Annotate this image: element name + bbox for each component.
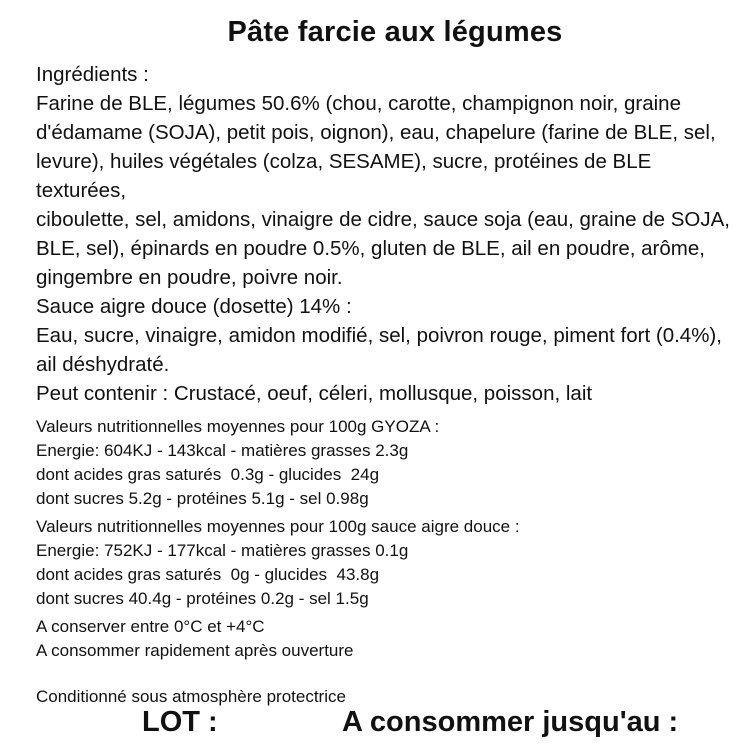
sauce-heading: Sauce aigre douce (dosette) 14% : [36,295,352,318]
allergen-warning: Peut contenir : Crustacé, oeuf, céleri, mollusque, poisson, lait [36,382,593,405]
nutrition-heading: Valeurs nutritionnelles moyennes pour 100g GYOZA : [36,417,440,436]
ingredients-line: ciboulette, sel, amidons, vinaigre de cidre, sauce soja (eau, graine de SOJA, [36,208,730,231]
ingredients-section [36,60,748,408]
storage-line: A conserver entre 0°C et +4°C [36,617,265,636]
ingredients-line: gingembre en poudre, poivre noir. [36,266,343,289]
ingredients-line: d'édamame (SOJA), petit pois, oignon), eau, chapelure (farine de BLE, sel, [36,121,716,144]
nutrition-line: Energie: 604KJ - 143kcal - matières grasses 2.3g [36,441,409,460]
ingredients-heading: Ingrédients : [36,63,149,86]
storage-line: A consommer rapidement après ouverture [36,641,354,660]
lot-label: LOT : [142,706,218,738]
sauce-ingredients-line: ail déshydraté. [36,353,170,376]
nutrition-line: dont sucres 40.4g - protéines 0.2g - sel 1.5g [36,589,369,608]
nutrition-sauce [36,515,748,611]
nutrition-gyoza [36,415,748,511]
ingredients-line: Farine de BLE, légumes 50.6% (chou, carotte, champignon noir, graine [36,92,681,115]
nutrition-line: Energie: 752KJ - 177kcal - matières grasses 0.1g [36,541,409,560]
sauce-ingredients-line: Eau, sucre, vinaigre, amidon modifié, sel, poivron rouge, piment fort (0.4%), [36,324,722,347]
storage-instructions [36,615,354,663]
expiry-label: A consommer jusqu'au : [342,706,679,738]
ingredients-line: levure), huiles végétales (colza, SESAME), sucre, protéines de BLE [36,150,652,173]
packaging-note: Conditionné sous atmosphère protectrice [36,687,346,706]
nutrition-heading: Valeurs nutritionnelles moyennes pour 100g sauce aigre douce : [36,517,520,536]
ingredients-line: BLE, sel), épinards en poudre 0.5%, gluten de BLE, ail en poudre, arôme, [36,237,705,260]
nutrition-line: dont sucres 5.2g - protéines 5.1g - sel 0.98g [36,489,369,508]
ingredients-line: texturées, [36,179,127,202]
product-title: Pâte farcie aux légumes [227,16,563,48]
nutrition-line: dont acides gras saturés 0g - glucides 43.8g [36,565,380,584]
nutrition-line: dont acides gras saturés 0.3g - glucides 24g [36,465,380,484]
